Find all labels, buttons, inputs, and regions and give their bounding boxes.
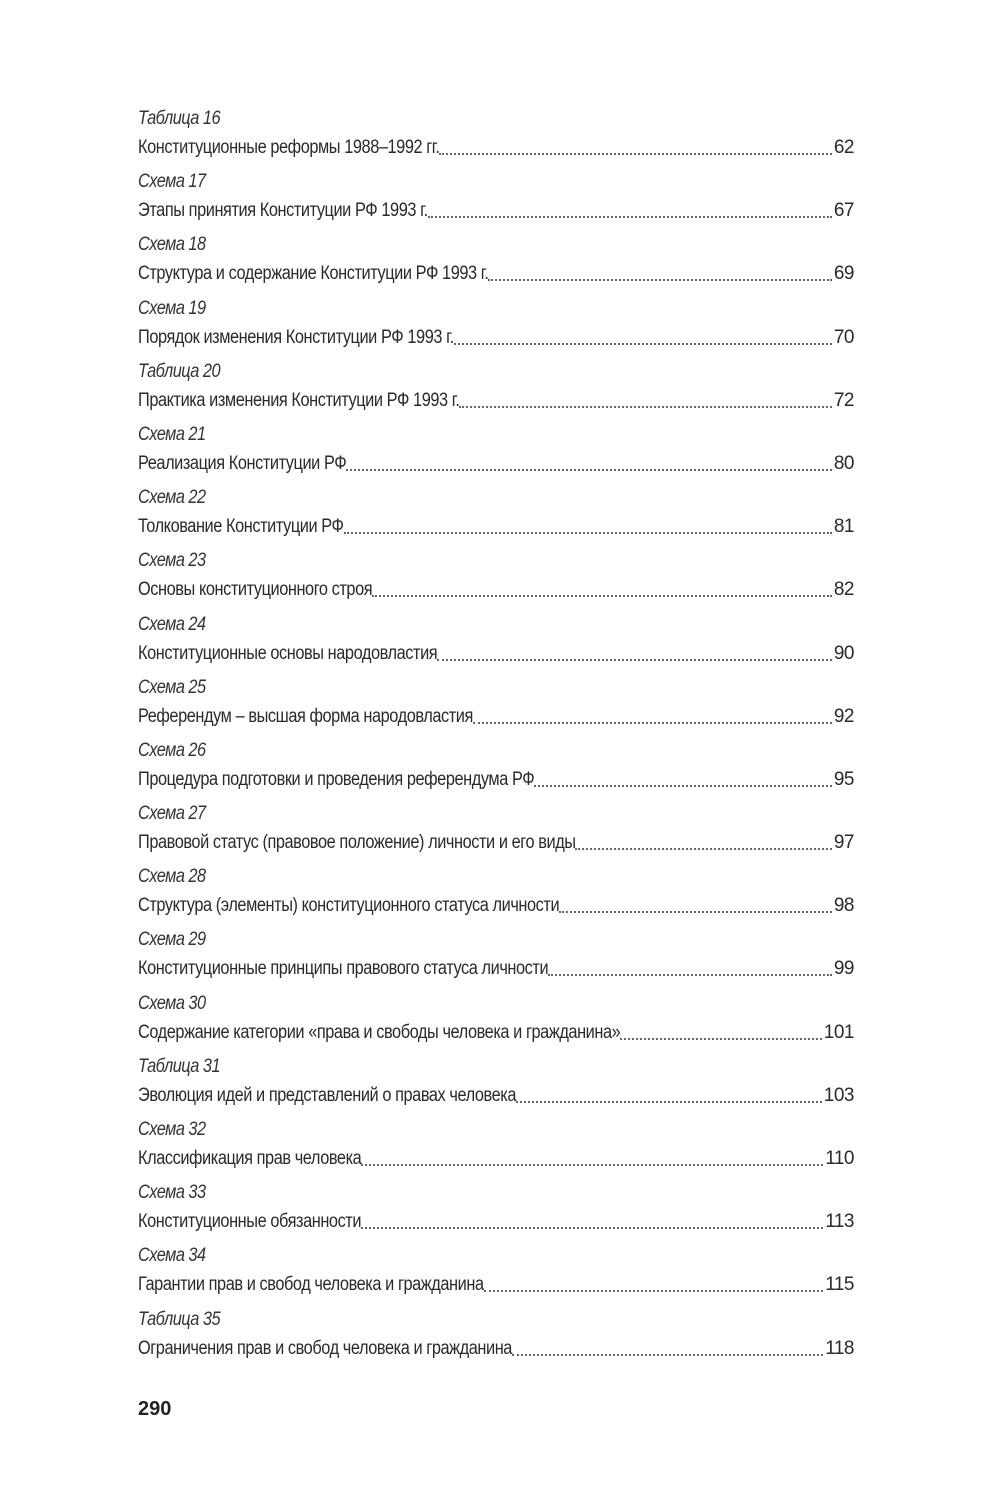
toc-entry-line[interactable] bbox=[138, 1020, 854, 1046]
toc-entry-line[interactable] bbox=[138, 1336, 854, 1362]
toc-entry bbox=[138, 359, 854, 422]
toc-entry-page: 113 bbox=[825, 1211, 854, 1233]
toc-entry-kind: Схема 18 bbox=[138, 234, 206, 256]
dot-leader bbox=[361, 1227, 823, 1229]
toc-entry bbox=[138, 801, 854, 864]
toc-entry-kind: Схема 33 bbox=[138, 1182, 206, 1204]
toc-entry-title: Структура (элементы) конституционного статуса личности bbox=[138, 895, 560, 917]
toc-entry-line[interactable] bbox=[138, 1083, 854, 1109]
dot-leader bbox=[559, 911, 832, 913]
dot-leader bbox=[361, 1164, 823, 1166]
toc-entry-line[interactable] bbox=[138, 325, 854, 351]
toc-entry-title: Практика изменения Конституции РФ 1993 г. bbox=[138, 389, 460, 411]
toc-entry-line[interactable] bbox=[138, 451, 854, 477]
toc-entry bbox=[138, 485, 854, 548]
toc-entry-kind: Схема 28 bbox=[138, 866, 206, 888]
toc-entry-line[interactable] bbox=[138, 893, 854, 919]
toc-entry-title: Конституционные реформы 1988–1992 гг. bbox=[138, 137, 440, 158]
dot-leader bbox=[437, 659, 832, 661]
dot-leader bbox=[484, 1290, 824, 1292]
toc-entry-page: 72 bbox=[833, 389, 854, 411]
toc-entry-title: Правовой статус (правовое положение) личности и его виды bbox=[138, 832, 576, 854]
toc-entry-kind: Таблица 20 bbox=[138, 360, 221, 382]
toc-entry bbox=[138, 864, 854, 927]
toc-entry bbox=[138, 1054, 854, 1117]
toc-entry-title: Основы конституционного строя bbox=[138, 579, 373, 601]
toc-entry-line[interactable] bbox=[138, 135, 854, 161]
dot-leader bbox=[346, 469, 831, 471]
toc-entry-line[interactable] bbox=[138, 1209, 854, 1235]
toc-entry bbox=[138, 927, 854, 990]
toc-entry-title: Эволюция идей и представлений о правах человека bbox=[138, 1084, 517, 1106]
toc-entry bbox=[138, 612, 854, 675]
toc-entry bbox=[138, 232, 854, 295]
toc-entry-title: Содержание категории «права и свободы человека и гражданина» bbox=[138, 1021, 621, 1043]
toc-entry-kind: Схема 25 bbox=[138, 676, 206, 698]
toc-entry bbox=[138, 675, 854, 738]
toc-entry-kind: Таблица 16 bbox=[138, 108, 221, 129]
toc-entry-line[interactable] bbox=[138, 641, 854, 667]
toc-entry-page: 67 bbox=[833, 200, 854, 222]
toc-entry-page: 81 bbox=[833, 516, 854, 538]
toc-entry-line[interactable] bbox=[138, 1146, 854, 1172]
page-number: 290 bbox=[138, 1398, 172, 1420]
toc-entry-kind: Таблица 31 bbox=[138, 1055, 221, 1077]
toc-entry-kind: Схема 19 bbox=[138, 297, 206, 319]
toc-entry-line[interactable] bbox=[138, 261, 854, 287]
toc-entry-page: 101 bbox=[823, 1021, 854, 1043]
toc-entry bbox=[138, 548, 854, 611]
toc-entry-page: 99 bbox=[833, 958, 854, 980]
toc-entry-page: 97 bbox=[833, 832, 854, 854]
toc-entry-line[interactable] bbox=[138, 830, 854, 856]
toc-entry-page: 82 bbox=[833, 579, 854, 601]
toc-entry-title: Конституционные обязанности bbox=[138, 1211, 362, 1233]
toc-entry-page: 115 bbox=[825, 1274, 854, 1296]
toc-entry-kind: Схема 32 bbox=[138, 1119, 206, 1140]
toc-entry-title: Классификация прав человека bbox=[138, 1148, 362, 1169]
toc-entry-kind: Таблица 35 bbox=[138, 1308, 221, 1330]
toc-entry-page: 80 bbox=[833, 452, 854, 474]
toc-entry-kind: Схема 30 bbox=[138, 992, 206, 1014]
toc-entry bbox=[138, 169, 854, 232]
toc-entry-line[interactable] bbox=[138, 577, 854, 603]
dot-leader bbox=[439, 153, 832, 155]
toc-entry-kind: Схема 24 bbox=[138, 613, 206, 635]
toc-entry bbox=[138, 991, 854, 1054]
toc-entry-line[interactable] bbox=[138, 388, 854, 414]
toc-entry-kind: Схема 17 bbox=[138, 171, 206, 193]
table-of-contents bbox=[138, 106, 854, 1370]
dot-leader bbox=[473, 722, 832, 724]
toc-entry-kind: Схема 22 bbox=[138, 487, 206, 509]
toc-entry-title: Ограничения прав и свобод человека и гражданина bbox=[138, 1337, 512, 1359]
toc-entry-page: 62 bbox=[833, 137, 854, 158]
toc-entry-title: Структура и содержание Конституции РФ 1993 г. bbox=[138, 263, 489, 285]
toc-entry-page: 118 bbox=[825, 1337, 854, 1359]
toc-entry bbox=[138, 1180, 854, 1243]
toc-entry-title: Гарантии прав и свобод человека и гражданина bbox=[138, 1274, 484, 1296]
toc-entry-page: 95 bbox=[833, 768, 854, 790]
toc-entry-line[interactable] bbox=[138, 956, 854, 982]
toc-entry bbox=[138, 296, 854, 359]
toc-entry-title: Толкование Конституции РФ bbox=[138, 516, 344, 538]
dot-leader bbox=[575, 848, 831, 850]
toc-entry-title: Порядок изменения Конституции РФ 1993 г. bbox=[138, 326, 454, 348]
dot-leader bbox=[620, 1038, 822, 1040]
toc-entry bbox=[138, 422, 854, 485]
toc-entry bbox=[138, 1117, 854, 1180]
toc-entry-line[interactable] bbox=[138, 767, 854, 793]
toc-entry-line[interactable] bbox=[138, 704, 854, 730]
toc-entry-title: Процедура подготовки и проведения референдума РФ bbox=[138, 768, 535, 790]
toc-entry-title: Реализация Конституции РФ bbox=[138, 452, 347, 474]
toc-entry-page: 98 bbox=[833, 895, 854, 917]
toc-entry-page: 110 bbox=[825, 1148, 854, 1169]
dot-leader bbox=[548, 974, 832, 976]
toc-entry-kind: Схема 34 bbox=[138, 1245, 206, 1267]
toc-entry bbox=[138, 738, 854, 801]
toc-entry-line[interactable] bbox=[138, 1272, 854, 1298]
toc-entry-page: 103 bbox=[823, 1084, 854, 1106]
toc-entry-kind: Схема 26 bbox=[138, 739, 206, 761]
toc-entry bbox=[138, 1307, 854, 1370]
dot-leader bbox=[428, 216, 832, 218]
toc-entry-kind: Схема 23 bbox=[138, 550, 206, 572]
dot-leader bbox=[459, 406, 832, 408]
dot-leader bbox=[488, 279, 832, 281]
toc-entry-kind: Схема 21 bbox=[138, 423, 206, 445]
toc-entry-page: 69 bbox=[833, 263, 854, 285]
toc-entry bbox=[138, 1243, 854, 1306]
dot-leader bbox=[344, 532, 832, 534]
toc-entry-kind: Схема 29 bbox=[138, 929, 206, 951]
dot-leader bbox=[516, 1101, 822, 1103]
toc-entry-page: 70 bbox=[833, 326, 854, 348]
toc-entry-title: Референдум – высшая форма народовластия bbox=[138, 705, 473, 727]
toc-entry-line[interactable] bbox=[138, 514, 854, 540]
toc-entry-page: 92 bbox=[833, 705, 854, 727]
toc-entry-title: Этапы принятия Конституции РФ 1993 г. bbox=[138, 200, 428, 222]
toc-entry bbox=[138, 106, 854, 169]
dot-leader bbox=[512, 1354, 823, 1356]
toc-entry-title: Конституционные основы народовластия bbox=[138, 642, 438, 664]
dot-leader bbox=[372, 595, 831, 597]
toc-entry-kind: Схема 27 bbox=[138, 803, 206, 825]
dot-leader bbox=[534, 785, 832, 787]
dot-leader bbox=[454, 343, 832, 345]
toc-entry-line[interactable] bbox=[138, 198, 854, 224]
toc-entry-title: Конституционные принципы правового статуса личности bbox=[138, 958, 549, 980]
toc-entry-page: 90 bbox=[833, 642, 854, 664]
